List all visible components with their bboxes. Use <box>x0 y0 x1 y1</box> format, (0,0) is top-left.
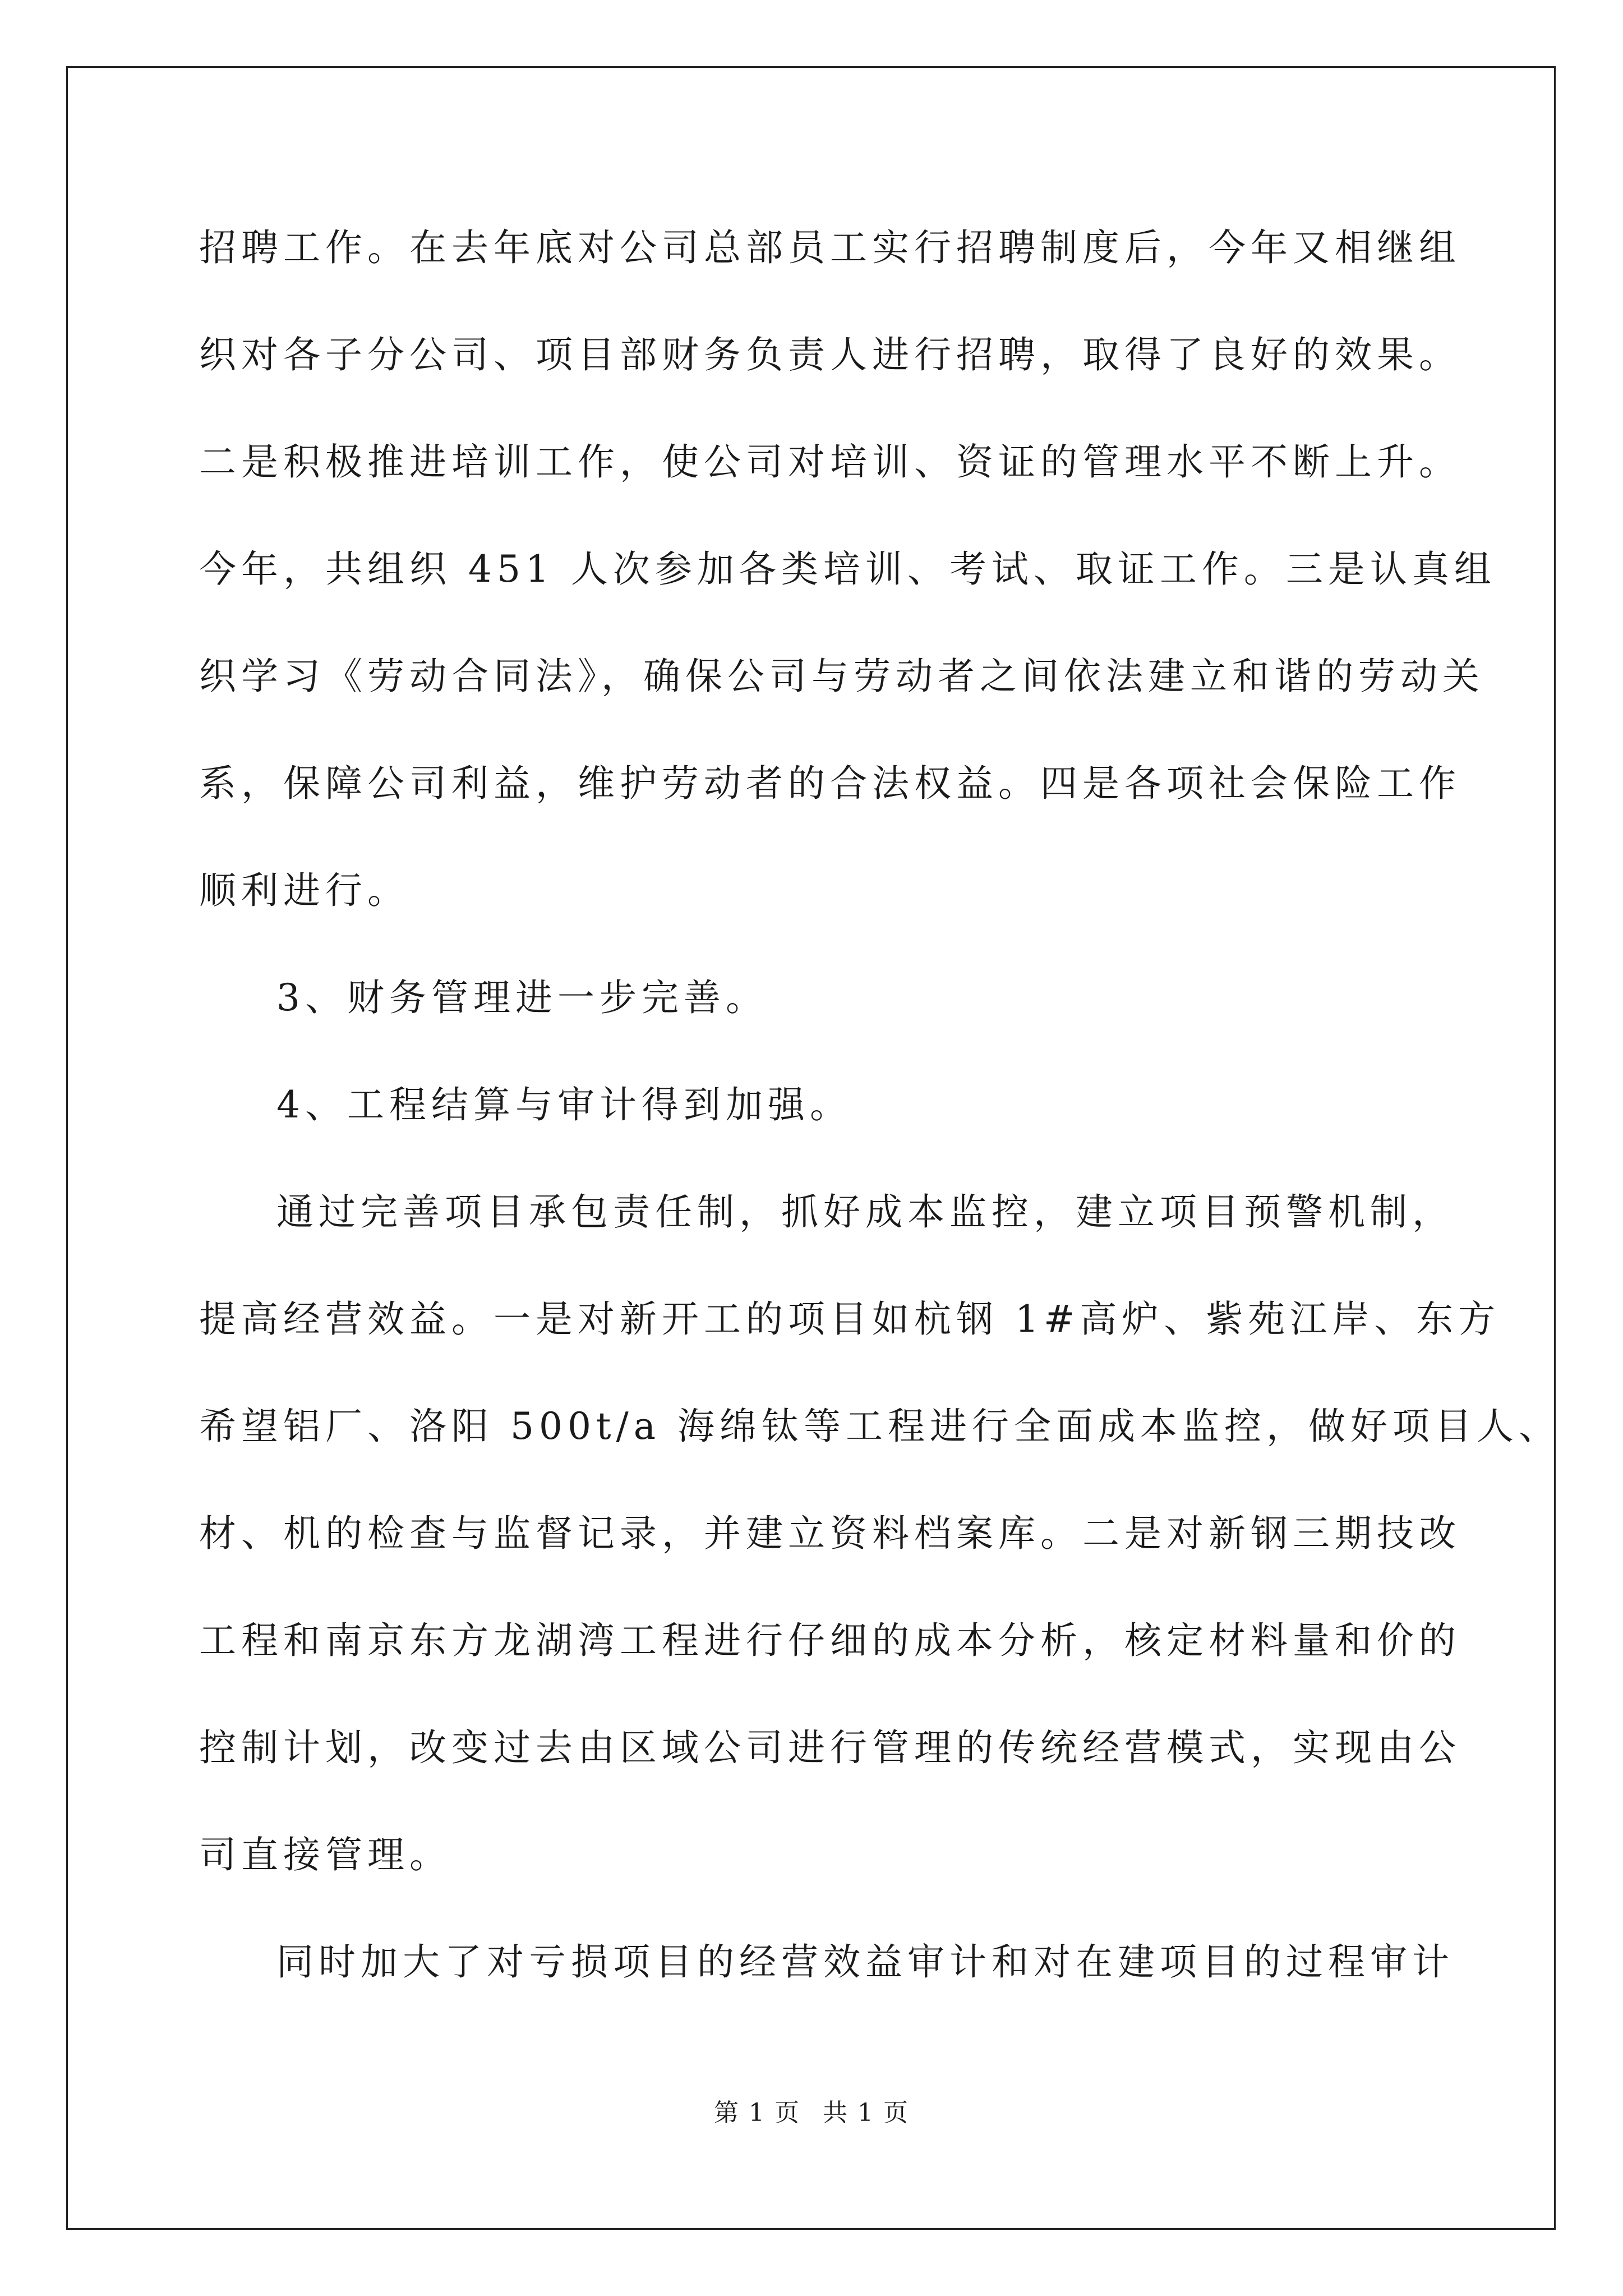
text-line: 希望铝厂、洛阳 500t/a 海绵钛等工程进行全面成本监控，做好项目人、 <box>199 1405 1561 1448</box>
text-line: 司直接管理。 <box>199 1833 451 1876</box>
text-line: 同时加大了对亏损项目的经营效益审计和对在建项目的过程审计 <box>276 1940 1454 1984</box>
text-line: 顺利进行。 <box>199 869 409 912</box>
page-footer <box>0 2096 1623 2130</box>
document-body <box>199 213 1561 2035</box>
text-line: 材、机的检查与监督记录，并建立资料档案库。二是对新钢三期技改 <box>199 1512 1461 1555</box>
text-line: 织学习《劳动合同法》，确保公司与劳动者之间依法建立和谐的劳动关 <box>199 655 1484 698</box>
text-line: 二是积极推进培训工作，使公司对培训、资证的管理水平不断上升。 <box>199 440 1461 484</box>
text-line: 通过完善项目承包责任制，抓好成本监控，建立项目预警机制， <box>276 1190 1454 1234</box>
text-line: 今年，共组织 451 人次参加各类培训、考试、取证工作。三是认真组 <box>199 547 1496 591</box>
page-number: 第 1 页 <box>714 2099 800 2127</box>
text-line: 织对各子分公司、项目部财务负责人进行招聘，取得了良好的效果。 <box>199 333 1461 376</box>
text-line: 系，保障公司利益，维护劳动者的合法权益。四是各项社会保险工作 <box>199 762 1461 805</box>
text-line: 工程和南京东方龙湖湾工程进行仔细的成本分析，核定材料量和价的 <box>199 1619 1461 1662</box>
text-line: 提高经营效益。一是对新开工的项目如杭钢 1#高炉、紫苑江岸、东方 <box>199 1297 1501 1341</box>
page-total: 共 1 页 <box>823 2099 909 2127</box>
text-line: 招聘工作。在去年底对公司总部员工实行招聘制度后，今年又相继组 <box>199 226 1461 269</box>
text-line: 控制计划，改变过去由区域公司进行管理的传统经营模式，实现由公 <box>199 1726 1461 1769</box>
section-heading: 3、财务管理进一步完善。 <box>276 976 768 1019</box>
section-heading: 4、工程结算与审计得到加强。 <box>276 1083 852 1126</box>
